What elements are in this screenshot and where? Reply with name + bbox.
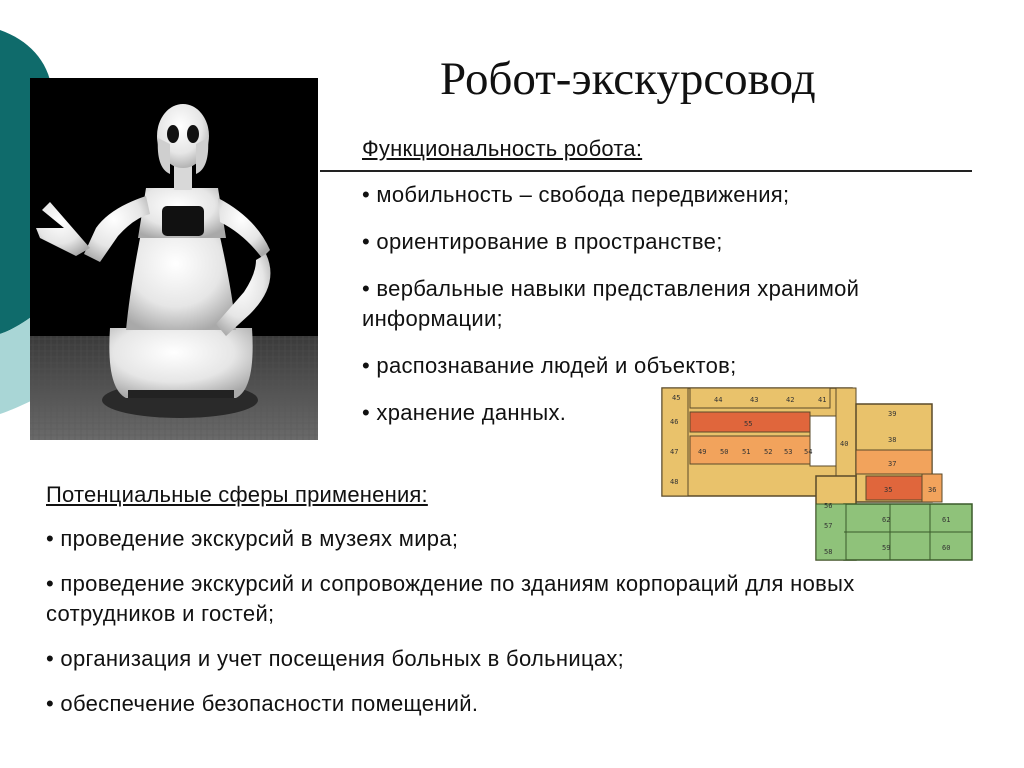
list-item: • проведение экскурсий и сопровождение по зданиям корпораций для новых сотрудников и гостей; bbox=[46, 571, 855, 626]
list-item: • хранение данных. bbox=[362, 400, 567, 425]
list-item: • вербальные навыки представления хранимой информации; bbox=[362, 276, 860, 331]
slide-title: Робот-экскурсовод bbox=[440, 53, 816, 105]
room-number: 41 bbox=[818, 396, 827, 404]
room-number: 36 bbox=[928, 486, 937, 494]
applications-heading: Потенциальные сферы применения: bbox=[46, 482, 428, 507]
list-item: • ориентирование в пространстве; bbox=[362, 229, 723, 254]
room-number: 58 bbox=[824, 548, 833, 556]
room-number: 43 bbox=[750, 396, 759, 404]
applications-list bbox=[46, 524, 976, 734]
functionality-heading: Функциональность робота: bbox=[362, 136, 643, 161]
list-item: • организация и учет посещения больных в больницах; bbox=[46, 646, 625, 671]
room-number: 47 bbox=[670, 448, 679, 456]
room-number: 38 bbox=[888, 436, 897, 444]
list-item: • проведение экскурсий в музеях мира; bbox=[46, 526, 459, 551]
room-number: 54 bbox=[804, 448, 813, 456]
list-item: • обеспечение безопасности помещений. bbox=[46, 691, 479, 716]
room-number: 59 bbox=[882, 544, 891, 552]
room-number: 50 bbox=[720, 448, 729, 456]
room-number: 44 bbox=[714, 396, 723, 404]
room-number: 53 bbox=[784, 448, 793, 456]
room-number: 49 bbox=[698, 448, 707, 456]
room-number: 48 bbox=[670, 478, 679, 486]
room-number: 52 bbox=[764, 448, 773, 456]
room-number: 57 bbox=[824, 522, 833, 530]
room-number: 61 bbox=[942, 516, 951, 524]
room-number: 62 bbox=[882, 516, 891, 524]
list-item: • мобильность – свобода передвижения; bbox=[362, 182, 790, 207]
room-number: 51 bbox=[742, 448, 751, 456]
divider-line bbox=[320, 170, 972, 172]
list-item: • распознавание людей и объектов; bbox=[362, 353, 737, 378]
room-number: 45 bbox=[672, 394, 681, 402]
room-number: 39 bbox=[888, 410, 897, 418]
room-number: 46 bbox=[670, 418, 679, 426]
room-number: 60 bbox=[942, 544, 951, 552]
room-number: 55 bbox=[744, 420, 753, 428]
robot-photo bbox=[30, 78, 318, 440]
room-number: 35 bbox=[884, 486, 893, 494]
room-number: 56 bbox=[824, 502, 833, 510]
room-number: 37 bbox=[888, 460, 897, 468]
room-number: 40 bbox=[840, 440, 849, 448]
room-number: 42 bbox=[786, 396, 795, 404]
